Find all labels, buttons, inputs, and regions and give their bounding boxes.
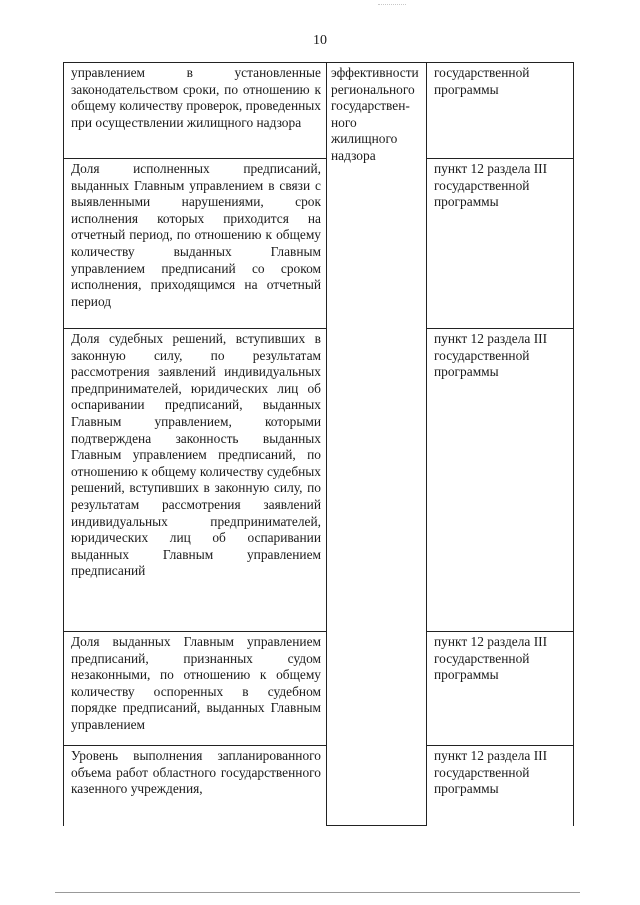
indicator-cell: Доля исполненных предписаний, выданных Главным управлением в связи с выявленными нарушениями, срок исполнения которых приходится на отчетный период, по отношению к общему количеству выданных Главным управлением предписаний со сроком исполнения, приходящимся на отчетный период bbox=[64, 159, 327, 329]
indicators-table bbox=[63, 62, 574, 826]
page-number: 10 bbox=[313, 33, 327, 48]
table-row bbox=[64, 746, 574, 826]
source-cell: пункт 12 раздела III государственной программы bbox=[427, 746, 574, 826]
table-row bbox=[64, 159, 574, 329]
table-row bbox=[64, 63, 574, 159]
scan-artifact bbox=[378, 4, 406, 5]
source-cell: пункт 12 раздела III государственной программы bbox=[427, 159, 574, 329]
table-row bbox=[64, 329, 574, 632]
source-cell: государственной программы bbox=[427, 63, 574, 159]
source-cell: пункт 12 раздела III государственной программы bbox=[427, 329, 574, 632]
method-cell: эффективности регионального государствен-ного жилищного надзора bbox=[327, 63, 427, 826]
source-cell: пункт 12 раздела III государственной программы bbox=[427, 632, 574, 746]
indicator-cell: Уровень выполнения запланированного объема работ областного государственного казенного учреждения, bbox=[64, 746, 327, 826]
indicator-cell: Доля выданных Главным управлением предписаний, признанных судом незаконными, по отношению к общему количеству оспоренных в судебном порядке предписаний, выданных Главным управлением bbox=[64, 632, 327, 746]
indicator-cell: управлением в установленные законодательством сроки, по отношению к общему количеству проверок, проведенных при осуществлении жилищного надзора bbox=[64, 63, 327, 159]
indicator-cell: Доля судебных решений, вступивших в законную силу, по результатам рассмотрения заявлений индивидуальных предпринимателей, юридических лиц об оспаривании предписаний, выданных Главным управлением, которыми подтверждена законность выданных Главным управлением предписаний, по отношению к общему количеству судебных решений, вступивших в законную силу, по результатам рассмотрения заявлений индивидуальных предпринимателей, юридических лиц об оспаривании выданных Главным управлением предписаний bbox=[64, 329, 327, 632]
table-row bbox=[64, 632, 574, 746]
bottom-rule bbox=[55, 892, 580, 893]
